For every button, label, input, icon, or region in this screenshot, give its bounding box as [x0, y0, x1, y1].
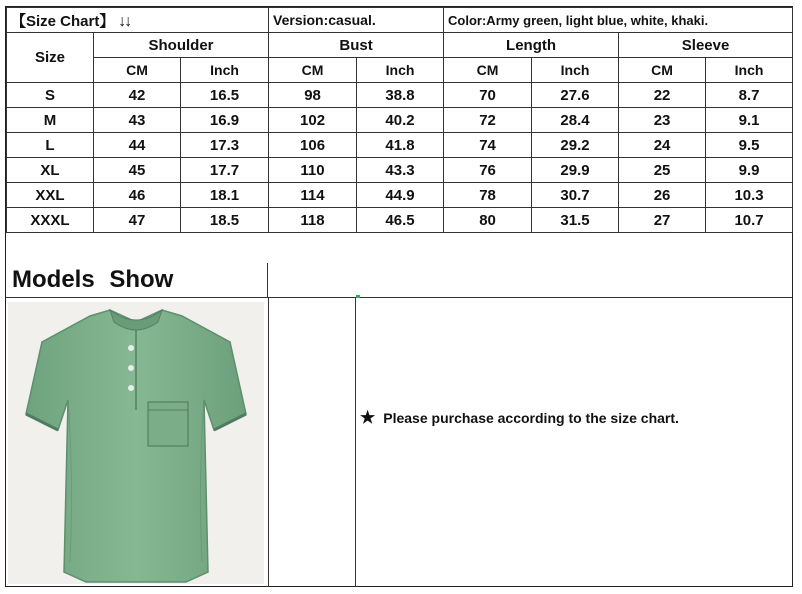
value-cell: 40.2: [357, 108, 444, 133]
value-cell: 46: [94, 183, 181, 208]
down-arrows-icon: ↓↓: [118, 12, 131, 30]
shirt-photo: [8, 302, 264, 584]
value-cell: 44.9: [357, 183, 444, 208]
value-cell: 106: [269, 133, 357, 158]
value-cell: 29.9: [532, 158, 619, 183]
group-header-shoulder: Shoulder: [94, 33, 269, 58]
size-cell: S: [7, 83, 94, 108]
value-cell: 26: [619, 183, 706, 208]
group-header-length: Length: [444, 33, 619, 58]
value-cell: 27.6: [532, 83, 619, 108]
value-cell: 70: [444, 83, 532, 108]
table-row: [7, 158, 793, 183]
value-cell: 17.3: [181, 133, 269, 158]
units-row: [7, 58, 793, 83]
value-cell: 118: [269, 208, 357, 233]
unit-header: Inch: [532, 58, 619, 83]
value-cell: 38.8: [357, 83, 444, 108]
unit-header: Inch: [181, 58, 269, 83]
value-cell: 102: [269, 108, 357, 133]
table-row: [7, 183, 793, 208]
size-chart-label: 【Size Chart】: [11, 12, 115, 30]
star-icon: ★: [360, 408, 376, 427]
section-divider: [268, 298, 269, 587]
purchase-note: [360, 410, 679, 426]
value-cell: 76: [444, 158, 532, 183]
size-cell: XXXL: [7, 208, 94, 233]
value-cell: 43: [94, 108, 181, 133]
value-cell: 31.5: [532, 208, 619, 233]
value-cell: 22: [619, 83, 706, 108]
models-section: [6, 297, 792, 587]
unit-header: CM: [94, 58, 181, 83]
value-cell: 18.5: [181, 208, 269, 233]
value-cell: 10.7: [706, 208, 793, 233]
unit-header: CM: [444, 58, 532, 83]
value-cell: 18.1: [181, 183, 269, 208]
value-cell: 80: [444, 208, 532, 233]
value-cell: 74: [444, 133, 532, 158]
size-table: [6, 7, 793, 233]
value-cell: 114: [269, 183, 357, 208]
value-cell: 44: [94, 133, 181, 158]
value-cell: 24: [619, 133, 706, 158]
value-cell: 42: [94, 83, 181, 108]
value-cell: 9.5: [706, 133, 793, 158]
size-chart-sheet: [5, 6, 793, 587]
value-cell: 27: [619, 208, 706, 233]
group-header-bust: Bust: [269, 33, 444, 58]
value-cell: 25: [619, 158, 706, 183]
size-cell: XXL: [7, 183, 94, 208]
value-cell: 47: [94, 208, 181, 233]
value-cell: 16.9: [181, 108, 269, 133]
shirt-image: [8, 302, 264, 584]
value-cell: 41.8: [357, 133, 444, 158]
value-cell: 29.2: [532, 133, 619, 158]
value-cell: 43.3: [357, 158, 444, 183]
table-header-row: [7, 8, 793, 33]
size-cell: M: [7, 108, 94, 133]
value-cell: 110: [269, 158, 357, 183]
value-cell: 10.3: [706, 183, 793, 208]
color-options-label: Color:Army green, light blue, white, khaki.: [444, 8, 793, 33]
value-cell: 98: [269, 83, 357, 108]
value-cell: 17.7: [181, 158, 269, 183]
purchase-note-text: Please purchase according to the size chart.: [383, 410, 679, 426]
value-cell: 46.5: [357, 208, 444, 233]
value-cell: 9.9: [706, 158, 793, 183]
size-cell: L: [7, 133, 94, 158]
version-label: Version:casual.: [269, 8, 444, 33]
value-cell: 23: [619, 108, 706, 133]
value-cell: 30.7: [532, 183, 619, 208]
value-cell: 16.5: [181, 83, 269, 108]
value-cell: 9.1: [706, 108, 793, 133]
table-row: [7, 108, 793, 133]
size-cell: XL: [7, 158, 94, 183]
unit-header: Inch: [706, 58, 793, 83]
value-cell: 28.4: [532, 108, 619, 133]
section-divider: [355, 298, 356, 587]
table-row: [7, 133, 793, 158]
unit-header: CM: [619, 58, 706, 83]
value-cell: 78: [444, 183, 532, 208]
size-column-header: Size: [7, 33, 94, 83]
value-cell: 45: [94, 158, 181, 183]
group-header-sleeve: Sleeve: [619, 33, 793, 58]
value-cell: 8.7: [706, 83, 793, 108]
models-show-heading: Models Show: [6, 263, 268, 297]
unit-header: Inch: [357, 58, 444, 83]
table-row: [7, 83, 793, 108]
unit-header: CM: [269, 58, 357, 83]
size-chart-title: [7, 8, 269, 33]
green-marker: [356, 295, 360, 298]
value-cell: 72: [444, 108, 532, 133]
table-row: [7, 208, 793, 233]
models-show-row: [6, 263, 792, 297]
measure-groups-row: [7, 33, 793, 58]
